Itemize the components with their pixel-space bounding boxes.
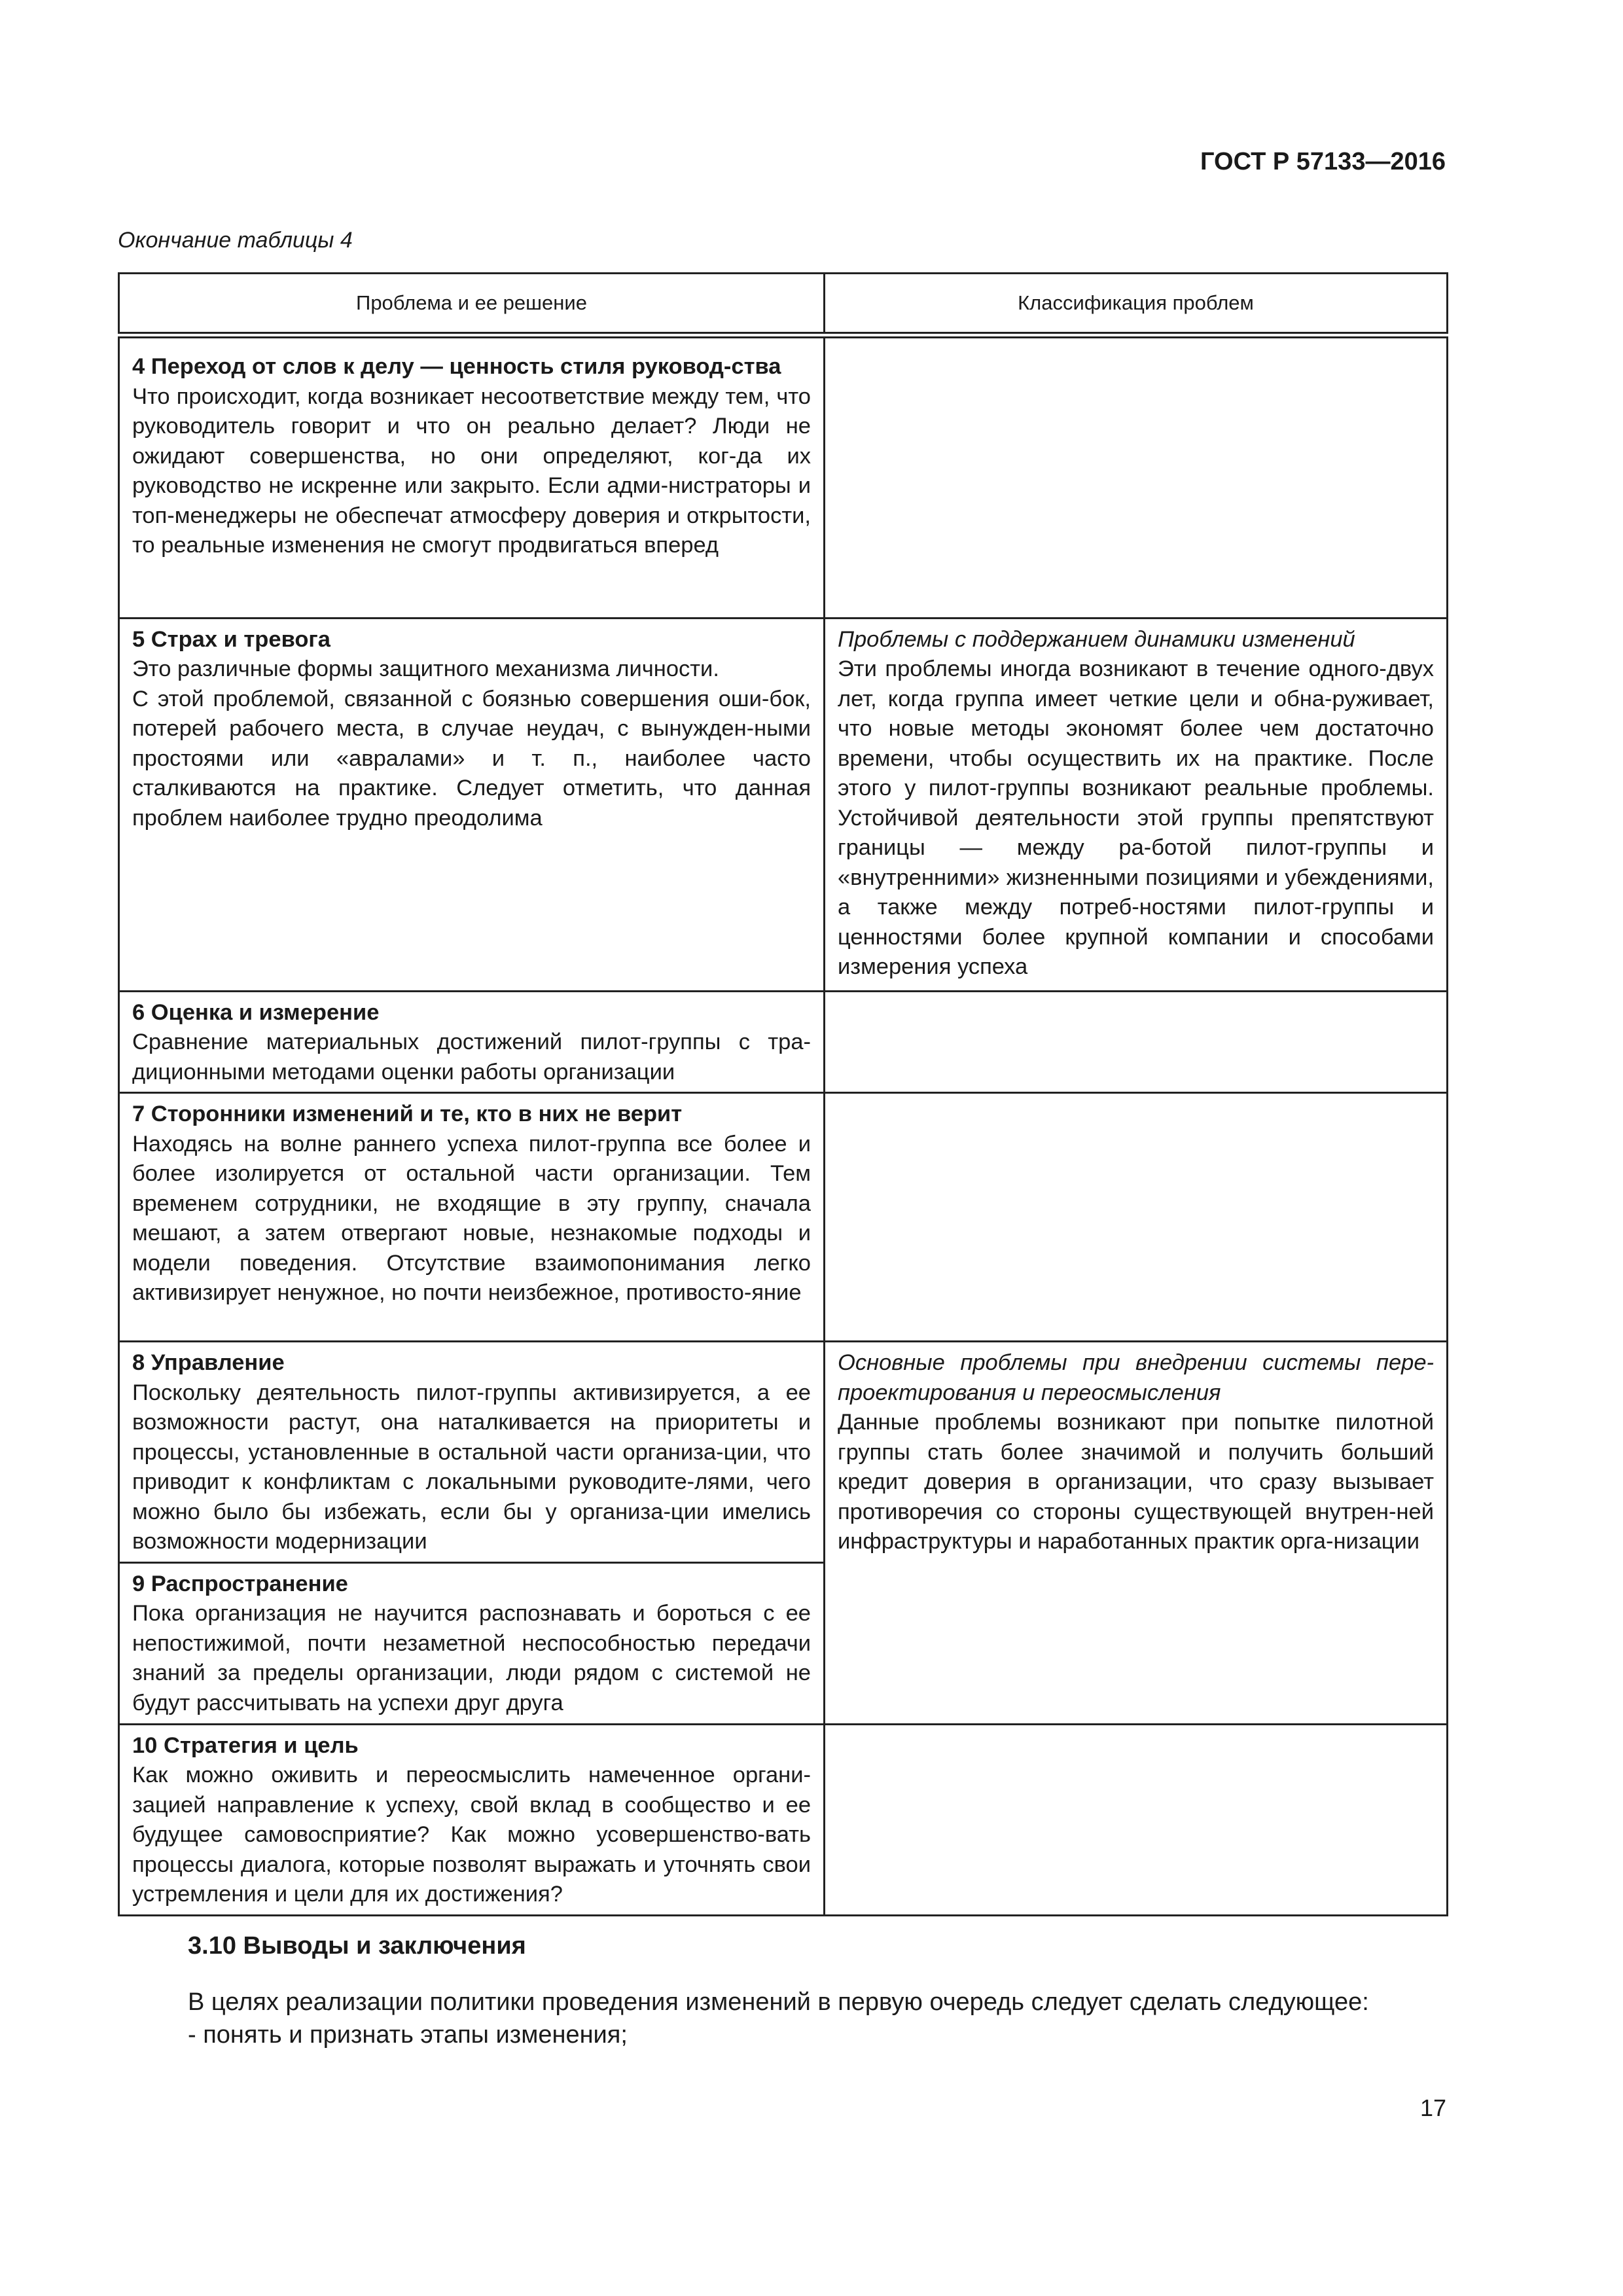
row-text: Что происходит, когда возникает несоответствие между тем, что руководитель говорит и что он реально делает? Люди не ожидают совершенства, но они определяют, ког-да их руководство не искренне или закрыто. Если адми-нистраторы и топ-менеджеры не обеспечат атмосферу доверия и открытости, то реальные изменения не смогут продвигаться вперед: [132, 384, 811, 558]
classification-text: Данные проблемы возникают при попытке пилотной группы стать более значимой и получить больший кредит доверия в организации, что сразу вызывает противоречия со стороны существующей внутрен-ней инфраструктуры и наработанных практик орга-низации: [838, 1410, 1434, 1554]
row-title: 5 Страх и тревога: [132, 626, 330, 652]
classification-title: Проблемы с поддержанием динамики изменений: [838, 626, 1355, 652]
table-row: [119, 335, 1448, 618]
row-text: Сравнение материальных достижений пилот-группы с тра-диционными методами оценки работы организации: [132, 1030, 811, 1085]
table-row: [119, 1342, 1448, 1563]
row-text: Находясь на волне раннего успеха пилот-группа все более и более изолируется от остальной части организации. Тем временем сотрудники, не входящие в эту группу, сначала мешают, а затем отвергают новые, незнакомые подходы и модели поведения. Отсутствие взаимопонимания легко активизирует ненужное, но почти неизбежное, противосто-яние: [132, 1131, 811, 1305]
table-caption: Окончание таблицы 4: [118, 228, 353, 253]
row-text: Как можно оживить и переосмыслить намеченное органи-зацией направление к успеху, свой вклад в сообщество и ее будущее самовосприятие? Как можно усовершенство-вать процессы диалога, которые позволят выражать и уточнять свои устремления и цели для их достижения?: [132, 1763, 811, 1907]
row-title: 9 Распространение: [132, 1571, 348, 1596]
page-number: 17: [1419, 2094, 1446, 2121]
row-title: 4 Переход от слов к делу — ценность стиля руковод-ства: [132, 354, 781, 379]
table-row: [119, 1093, 1448, 1342]
table-header-row: [119, 274, 1448, 336]
conclusion-paragraph: [188, 1986, 1448, 2051]
classification-title: Основные проблемы при внедрении системы пере-проектирования и переосмысления: [838, 1350, 1434, 1405]
row-text: Пока организация не научится распознавать и бороться с ее непостижимой, почти незаметной неспособностью передачи знаний за пределы организации, люди рядом с системой не будут рассчитывать на успехи друг друга: [132, 1601, 811, 1715]
row-title: 10 Стратегия и цель: [132, 1732, 359, 1758]
paragraph-line: В целях реализации политики проведения изменений в первую очередь следует сделать следующее:: [188, 1988, 1369, 2016]
table-row: [119, 1724, 1448, 1915]
row-title: 6 Оценка и измерение: [132, 999, 380, 1025]
list-item: - понять и признать этапы изменения;: [188, 2021, 628, 2049]
row-title: 8 Управление: [132, 1350, 285, 1375]
row-title: 7 Сторонники изменений и те, кто в них не верит: [132, 1102, 683, 1126]
standard-number: ГОСТ Р 57133—2016: [1200, 148, 1446, 175]
row-text: Поскольку деятельность пилот-группы активизируется, а ее возможности растут, она наталкивается на приоритеты и процессы, установленные в остальной части организа-ции, что приводит к конфликтам с локальными руководите-лями, чего можно было бы избежать, если бы у организа-ции имелись возможности модернизации: [132, 1380, 811, 1554]
column-header-problem: Проблема и ее решение: [119, 274, 825, 336]
row-text: Это различные формы защитного механизма личности. С этой проблемой, связанной с боязнью совершения оши-бок, потерей рабочего места, в случае неудач, с вынужден-ными простоями или «авралами» и т. п., наиболее часто сталкиваются на практике. Следует отметить, что данная проблем наиболее трудно преодолима: [132, 656, 811, 831]
column-header-classification: Классификация проблем: [825, 274, 1448, 336]
table-row: [119, 991, 1448, 1093]
table-row: [119, 618, 1448, 991]
section-heading: 3.10 Выводы и заключения: [188, 1932, 526, 1960]
classification-text: Эти проблемы иногда возникают в течение одного-двух лет, когда группа имеет четкие цели и обна-руживает, что новые методы экономят более чем достаточно времени, чтобы осуществить их на практике. После этого у пилот-группы возникают реальные проблемы. Устойчивой деятельности этой группы препятствуют границы — между ра-ботой пилот-группы и «внутренними» жизненными позициями и убеждениями, а также между потреб-ностями пилот-группы и ценностями более крупной компании и способами измерения успеха: [838, 656, 1434, 979]
problems-table: [118, 272, 1448, 1916]
